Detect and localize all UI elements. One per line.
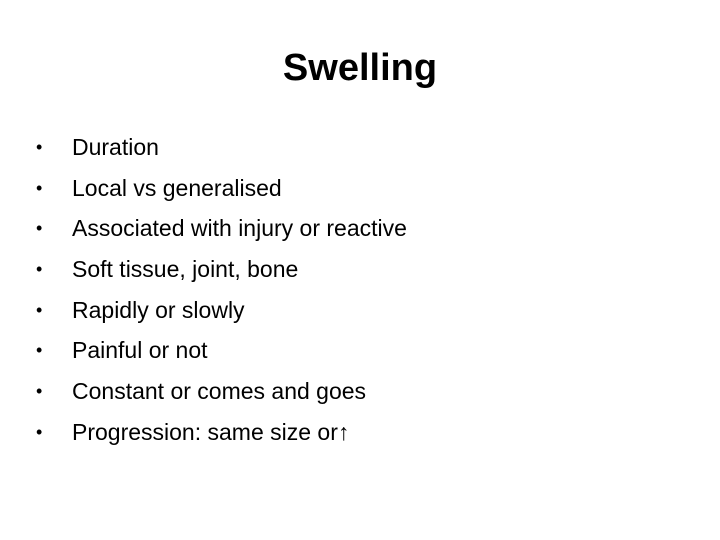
slide-title: Swelling: [282, 47, 438, 89]
bullet-icon: •: [36, 259, 43, 280]
bullet-list: [36, 127, 686, 453]
bullet-text: Rapidly or slowly: [72, 296, 245, 323]
bullet-text: Painful or not: [72, 337, 208, 364]
list-item: [36, 412, 686, 453]
list-item: [36, 208, 686, 249]
list-item: [36, 249, 686, 290]
bullet-icon: •: [36, 299, 43, 320]
bullet-icon: •: [36, 177, 43, 198]
list-item: [36, 168, 686, 209]
list-item: [36, 371, 686, 412]
bullet-icon: •: [36, 421, 43, 442]
bullet-text: Soft tissue, joint, bone: [72, 256, 299, 283]
bullet-text: Associated with injury or reactive: [72, 215, 407, 242]
list-item: [36, 127, 686, 168]
bullet-icon: •: [36, 218, 43, 239]
bullet-icon: •: [36, 137, 43, 157]
bullet-icon: •: [36, 340, 43, 361]
bullet-text: Duration: [72, 134, 159, 160]
bullet-text: Constant or comes and goes: [72, 378, 367, 405]
bullet-text: Local vs generalised: [72, 174, 282, 201]
bullet-icon: •: [36, 381, 43, 402]
list-item: [36, 290, 686, 331]
bullet-text: Progression: same size or↑: [72, 418, 350, 445]
list-item: [36, 330, 686, 371]
